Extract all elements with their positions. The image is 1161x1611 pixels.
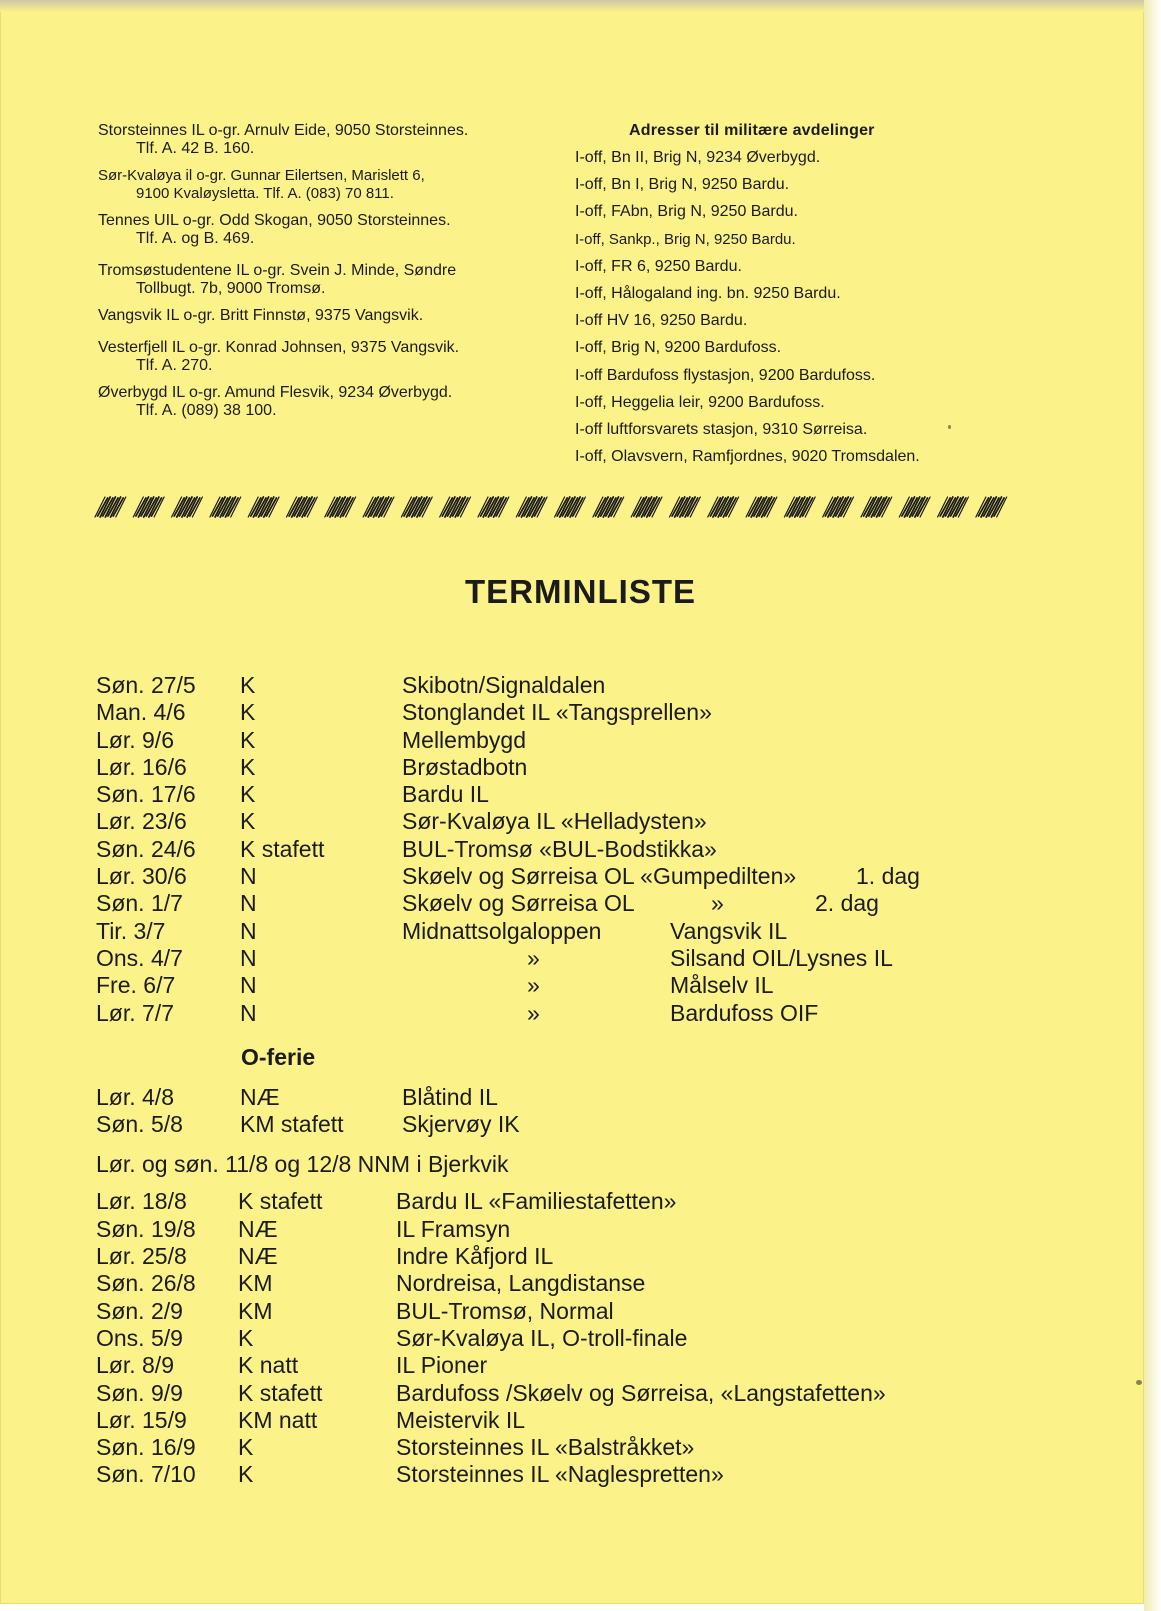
page-top-edge bbox=[0, 0, 1144, 12]
military-address: I-off Bardufoss flystasjon, 9200 Bardufoss. bbox=[575, 366, 876, 384]
event-organizer: Bardufoss OIF bbox=[670, 999, 819, 1026]
ditto-mark: » bbox=[527, 944, 540, 971]
event-row bbox=[96, 1111, 996, 1138]
event-row bbox=[96, 781, 996, 808]
event-class: K bbox=[240, 699, 256, 726]
rope-strand bbox=[784, 497, 815, 517]
club-entry bbox=[98, 307, 548, 325]
event-date: Søn. 26/8 bbox=[96, 1270, 196, 1297]
military-address: I-off, Bn I, Brig N, 9250 Bardu. bbox=[575, 176, 790, 194]
rope-strand bbox=[248, 497, 279, 517]
page-right-edge bbox=[1144, 0, 1161, 1611]
military-address: I-off, Hålogaland ing. bn. 9250 Bardu. bbox=[575, 284, 841, 302]
event-row bbox=[96, 1380, 996, 1407]
event-organizer: Silsand OIL/Lysnes IL bbox=[670, 944, 893, 971]
rope-strand bbox=[746, 497, 777, 517]
club-line: Tollbugt. 7b, 9000 Tromsø. bbox=[136, 280, 326, 297]
print-speck bbox=[1136, 1380, 1142, 1385]
event-venue: Meistervik IL bbox=[396, 1406, 526, 1433]
event-class: K stafett bbox=[238, 1188, 323, 1215]
event-class: N bbox=[240, 890, 257, 917]
rope-strand bbox=[133, 497, 164, 517]
event-venue: Storsteinnes IL «Naglespretten» bbox=[396, 1461, 724, 1488]
club-line: Tlf. A. 42 B. 160. bbox=[136, 140, 255, 157]
event-row bbox=[96, 890, 996, 917]
rope-strand bbox=[976, 497, 1007, 517]
event-venue: Nordreisa, Langdistanse bbox=[396, 1270, 646, 1297]
club-line: Tlf. A. 270. bbox=[136, 357, 213, 374]
event-row bbox=[96, 1461, 996, 1488]
military-address: I-off, FAbn, Brig N, 9250 Bardu. bbox=[575, 203, 798, 221]
club-contact-list bbox=[98, 122, 548, 429]
event-date: Søn. 7/10 bbox=[96, 1461, 196, 1488]
rope-strand bbox=[363, 497, 394, 517]
event-class: N bbox=[240, 944, 257, 971]
military-address: I-off, Olavsvern, Ramfjordnes, 9020 Tromsdalen. bbox=[575, 448, 920, 466]
event-class: K bbox=[240, 726, 256, 753]
championship-note: Lør. og søn. 11/8 og 12/8 NNM i Bjerkvik bbox=[96, 1151, 509, 1178]
event-row bbox=[96, 727, 996, 754]
ditto-mark: » bbox=[527, 999, 540, 1026]
military-address: I-off, Sankp., Brig N, 9250 Bardu. bbox=[575, 230, 796, 248]
rope-strand bbox=[708, 497, 739, 517]
event-class: KM bbox=[238, 1297, 273, 1324]
rope-strand bbox=[401, 497, 432, 517]
event-date: Søn. 24/6 bbox=[96, 835, 196, 862]
event-venue: IL Framsyn bbox=[396, 1215, 511, 1242]
event-venue: Skøelv og Sørreisa OL bbox=[402, 890, 635, 917]
event-class: K bbox=[238, 1461, 254, 1488]
event-row bbox=[96, 699, 996, 726]
rope-strand bbox=[555, 497, 586, 517]
event-date: Lør. 16/6 bbox=[96, 753, 187, 780]
event-day-label: 2. dag bbox=[815, 890, 879, 917]
event-venue: Brøstadbotn bbox=[402, 753, 528, 780]
event-venue: Bardu IL bbox=[402, 781, 489, 808]
event-venue: BUL-Tromsø «BUL-Bodstikka» bbox=[402, 835, 717, 862]
event-date: Søn. 17/6 bbox=[96, 781, 196, 808]
military-address: I-off, FR 6, 9250 Bardu. bbox=[575, 257, 742, 275]
rope-strand bbox=[670, 497, 701, 517]
military-address: I-off, Heggelia leir, 9200 Bardufoss. bbox=[575, 393, 825, 411]
event-date: Søn. 16/9 bbox=[96, 1434, 196, 1461]
rope-strand bbox=[823, 497, 854, 517]
event-row bbox=[96, 972, 996, 999]
event-venue: Skøelv og Sørreisa OL «Gumpedilten» bbox=[402, 863, 797, 890]
event-class: NÆ bbox=[240, 1083, 280, 1110]
military-heading: Adresser til militære avdelinger bbox=[629, 122, 875, 139]
club-line: Øverbygd IL o-gr. Amund Flesvik, 9234 Øverbygd. bbox=[98, 384, 453, 401]
club-line: Tlf. A. og B. 469. bbox=[136, 230, 255, 247]
event-row bbox=[96, 672, 996, 699]
club-line: Tennes UIL o-gr. Odd Skogan, 9050 Storsteinnes. bbox=[98, 212, 451, 229]
event-class: NÆ bbox=[238, 1243, 278, 1270]
club-entry bbox=[98, 212, 548, 248]
event-row bbox=[96, 1407, 996, 1434]
event-row bbox=[96, 1216, 996, 1243]
event-venue: BUL-Tromsø, Normal bbox=[396, 1297, 614, 1324]
rope-strand bbox=[631, 497, 662, 517]
event-date: Lør. 8/9 bbox=[96, 1352, 174, 1379]
club-entry bbox=[98, 122, 548, 158]
military-address: I-off luftforsvarets stasjon, 9310 Sørreisa. bbox=[575, 420, 868, 438]
event-organizer: Vangsvik IL bbox=[670, 917, 788, 944]
event-row bbox=[96, 1270, 996, 1297]
club-line: Sør-Kvaløya il o-gr. Gunnar Eilertsen, Marislett 6, bbox=[98, 167, 425, 184]
event-date: Søn. 27/5 bbox=[96, 672, 196, 698]
event-venue: Skjervøy IK bbox=[402, 1111, 520, 1138]
rope-strand bbox=[899, 497, 930, 517]
rope-strand bbox=[325, 497, 356, 517]
event-class: K bbox=[240, 672, 256, 698]
rope-strand bbox=[593, 497, 624, 517]
event-date: Lør. 25/8 bbox=[96, 1243, 187, 1270]
rope-strand bbox=[938, 497, 969, 517]
rope-strand bbox=[516, 497, 547, 517]
event-date: Ons. 5/9 bbox=[96, 1324, 183, 1351]
event-row bbox=[96, 1243, 996, 1270]
event-venue: Blåtind IL bbox=[402, 1083, 498, 1110]
club-line: Vangsvik IL o-gr. Britt Finnstø, 9375 Vangsvik. bbox=[98, 307, 424, 324]
rope-strand bbox=[478, 497, 509, 517]
event-date: Søn. 19/8 bbox=[96, 1215, 196, 1242]
event-class: K bbox=[238, 1434, 254, 1461]
club-entry bbox=[98, 167, 548, 203]
event-date: Søn. 5/8 bbox=[96, 1111, 183, 1138]
club-line: Tlf. A. (089) 38 100. bbox=[136, 402, 277, 419]
event-class: N bbox=[240, 999, 257, 1026]
event-date: Søn. 2/9 bbox=[96, 1297, 183, 1324]
event-class: K bbox=[240, 781, 256, 808]
event-row bbox=[96, 1434, 996, 1461]
event-row bbox=[96, 945, 996, 972]
club-line: Storsteinnes IL o-gr. Arnulv Eide, 9050 Storsteinnes. bbox=[98, 122, 469, 139]
event-class: N bbox=[240, 917, 257, 944]
rope-strand bbox=[861, 497, 892, 517]
event-row bbox=[96, 836, 996, 863]
event-date: Lør. 30/6 bbox=[96, 863, 187, 890]
event-date: Lør. 18/8 bbox=[96, 1188, 187, 1215]
military-address-list bbox=[575, 122, 1005, 474]
event-class: KM natt bbox=[238, 1406, 318, 1433]
club-line: Tromsøstudentene IL o-gr. Svein J. Minde, Søndre bbox=[98, 262, 457, 279]
event-class: K bbox=[238, 1324, 254, 1351]
event-class: K bbox=[240, 808, 256, 835]
event-venue: Bardufoss /Skøelv og Sørreisa, «Langstafetten» bbox=[396, 1379, 886, 1406]
military-address: I-off, Brig N, 9200 Bardufoss. bbox=[575, 339, 782, 357]
event-row bbox=[96, 1325, 996, 1352]
event-row bbox=[96, 863, 996, 890]
event-venue: Skibotn/Signaldalen bbox=[402, 672, 606, 698]
event-date: Fre. 6/7 bbox=[96, 972, 176, 999]
event-row bbox=[96, 1298, 996, 1325]
rope-strand bbox=[172, 497, 203, 517]
event-class: N bbox=[240, 972, 257, 999]
rope-strand bbox=[95, 497, 126, 517]
event-row bbox=[96, 918, 996, 945]
club-line: Vesterfjell IL o-gr. Konrad Johnsen, 9375 Vangsvik. bbox=[98, 339, 460, 356]
event-venue: IL Pioner bbox=[396, 1352, 488, 1379]
event-date: Søn. 9/9 bbox=[96, 1379, 183, 1406]
rope-strand bbox=[210, 497, 241, 517]
event-date: Ons. 4/7 bbox=[96, 944, 183, 971]
event-class: NÆ bbox=[238, 1215, 278, 1242]
event-venue: Stonglandet IL «Tangsprellen» bbox=[402, 699, 712, 726]
ditto-mark: » bbox=[711, 890, 724, 917]
event-row bbox=[96, 1084, 996, 1111]
event-class: N bbox=[240, 863, 257, 890]
event-venue: Sør-Kvaløya IL «Helladysten» bbox=[402, 808, 707, 835]
event-venue: Bardu IL «Familiestafetten» bbox=[396, 1188, 677, 1215]
military-address: I-off, Bn II, Brig N, 9234 Øverbygd. bbox=[575, 149, 821, 166]
event-venue: Midnattsolgaloppen bbox=[402, 917, 602, 944]
event-date: Lør. 4/8 bbox=[96, 1083, 174, 1110]
event-date: Søn. 1/7 bbox=[96, 890, 183, 917]
rope-strand bbox=[287, 497, 318, 517]
event-row bbox=[96, 1352, 996, 1379]
event-row bbox=[96, 808, 996, 835]
event-class: K bbox=[240, 753, 256, 780]
ditto-mark: » bbox=[527, 972, 540, 999]
event-venue: Mellembygd bbox=[402, 726, 526, 753]
event-date: Tir. 3/7 bbox=[96, 917, 166, 944]
event-class: K stafett bbox=[238, 1379, 323, 1406]
event-class: K natt bbox=[238, 1352, 299, 1379]
event-row bbox=[96, 1188, 996, 1215]
event-venue: Indre Kåfjord IL bbox=[396, 1243, 554, 1270]
event-schedule bbox=[96, 672, 996, 1489]
military-address: I-off HV 16, 9250 Bardu. bbox=[575, 312, 748, 330]
print-speck bbox=[948, 425, 951, 429]
event-date: Lør. 15/9 bbox=[96, 1406, 187, 1433]
event-day-label: 1. dag bbox=[856, 863, 920, 890]
club-entry bbox=[98, 384, 548, 420]
club-line: 9100 Kvaløysletta. Tlf. A. (083) 70 811. bbox=[136, 185, 394, 202]
event-date: Lør. 23/6 bbox=[96, 808, 187, 835]
event-venue: Sør-Kvaløya IL, O-troll-finale bbox=[396, 1324, 688, 1351]
club-entry bbox=[98, 339, 548, 375]
rope-strand bbox=[440, 497, 471, 517]
rope-divider bbox=[93, 493, 1013, 521]
event-date: Lør. 9/6 bbox=[96, 726, 174, 753]
page-title: TERMINLISTE bbox=[465, 573, 696, 610]
event-date: Man. 4/6 bbox=[96, 699, 186, 726]
event-row bbox=[96, 754, 996, 781]
event-date: Lør. 7/7 bbox=[96, 999, 174, 1026]
event-row bbox=[96, 1000, 996, 1027]
event-organizer: Målselv IL bbox=[670, 972, 774, 999]
club-entry bbox=[98, 262, 548, 298]
section-heading: O-ferie bbox=[241, 1043, 316, 1070]
event-venue: Storsteinnes IL «Balstråkket» bbox=[396, 1434, 695, 1461]
event-class: KM bbox=[238, 1270, 273, 1297]
event-class: KM stafett bbox=[240, 1111, 344, 1138]
event-class: K stafett bbox=[240, 835, 325, 862]
